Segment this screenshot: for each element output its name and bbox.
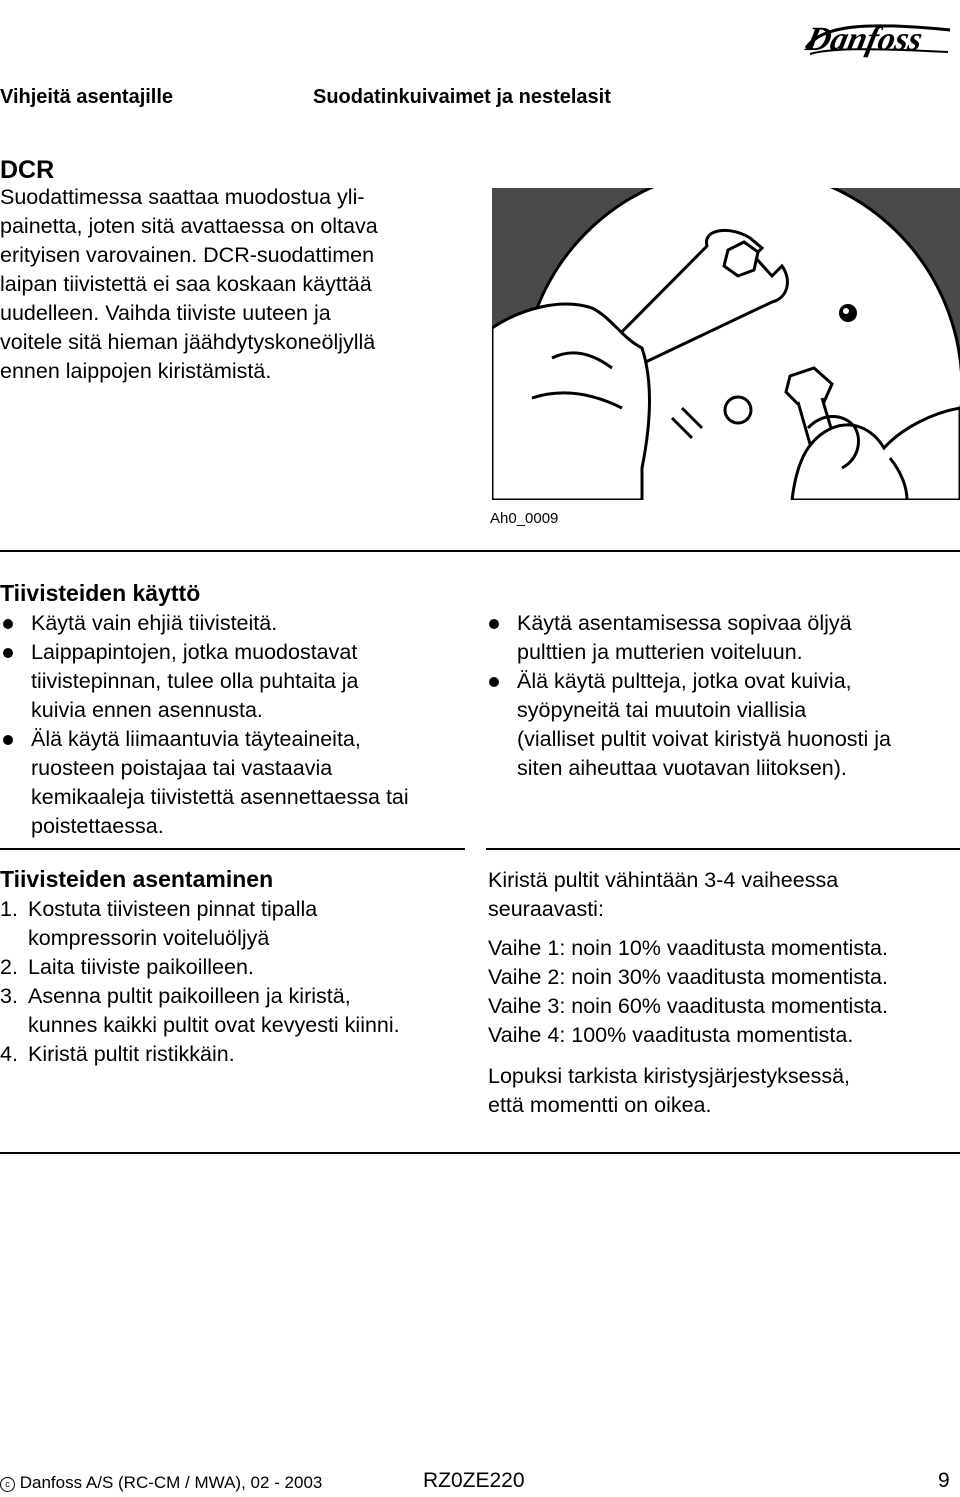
copyright-icon: c [0, 1477, 15, 1492]
list-item: 2. Laita tiiviste paikoilleen. [0, 955, 254, 979]
phase-line: Vaihe 2: noin 30% vaaditusta momentista. [488, 965, 888, 989]
figure-caption: Ah0_0009 [490, 510, 559, 527]
text-line: uudelleen. Vaihda tiiviste uuteen ja [0, 301, 331, 325]
svg-text:Danfoss: Danfoss [802, 20, 926, 58]
tightening-phases [488, 934, 960, 1050]
gaskets-install-title: Tiivisteiden asentaminen [0, 866, 274, 892]
install-steps-list [0, 895, 470, 1069]
list-item: Älä käytä pultteja, jotka ovat kuivia, syöpyneitä tai muutoin viallisia (vialliset pultit voivat kiristyä huonosti ja siten aiheuttaa vuotavan liitoksen). [486, 667, 960, 783]
phase-line: Vaihe 3: noin 60% vaaditusta momentista. [488, 994, 888, 1018]
footer-copyright: c Danfoss A/S (RC-CM / MWA), 02 - 2003 [0, 1473, 322, 1493]
gaskets-use-left-list [0, 609, 470, 841]
dcr-title: DCR [0, 156, 55, 184]
bullet-icon [489, 619, 499, 629]
text-line: Suodattimessa saattaa muodostua yli- [0, 185, 365, 209]
text-line: voitele sitä hieman jäähdytyskoneöljyllä [0, 330, 376, 354]
footer-doc-code: RZ0ZE220 [423, 1469, 525, 1492]
dcr-paragraph [0, 183, 470, 386]
tightening-outro: Lopuksi tarkista kiristysjärjestyksessä, että momentti on oikea. [488, 1064, 851, 1117]
text-line: laipan tiivistettä ei saa koskaan käyttää [0, 272, 372, 296]
list-item: 3. Asenna pultit paikoilleen ja kiristä, kunnes kaikki pultit ovat kevyesti kiinni. [0, 984, 400, 1037]
section-divider [0, 550, 960, 552]
header-document-title: Suodatinkuivaimet ja nestelasit [313, 86, 611, 108]
text-line: ennen laippojen kiristämistä. [0, 359, 272, 383]
phase-line: Vaihe 4: 100% vaaditusta momentista. [488, 1023, 854, 1047]
tightening-intro: Kiristä pultit vähintään 3-4 vaiheessa seuraavasti: [488, 868, 839, 921]
page-number: 9 [938, 1469, 950, 1492]
phase-line: Vaihe 1: noin 10% vaaditusta momentista. [488, 936, 888, 960]
wrench-flange-illustration [492, 188, 960, 500]
header-section-label: Vihjeitä asentajille [0, 86, 174, 108]
text-line: painetta, joten sitä avattaessa on oltava [0, 214, 378, 238]
bullet-icon [3, 619, 13, 629]
bullet-icon [3, 648, 13, 658]
bullet-icon [489, 677, 499, 687]
section-divider [486, 848, 960, 850]
list-item: 4. Kiristä pultit ristikkäin. [0, 1042, 235, 1066]
list-item: Käytä asentamisessa sopivaa öljyä pulttien ja mutterien voiteluun. [486, 609, 960, 667]
text-line: erityisen varovainen. DCR-suodattimen [0, 243, 375, 267]
bullet-icon [3, 735, 13, 745]
list-item: Käytä vain ehjiä tiivisteitä. [0, 609, 470, 638]
gaskets-use-right-list [486, 609, 960, 783]
list-item: Älä käytä liimaantuvia täyteaineita, ruosteen poistajaa tai vastaavia kemikaaleja tiivistettä asennettaessa tai poistettaessa. [0, 725, 470, 841]
gaskets-use-title: Tiivisteiden käyttö [0, 580, 201, 606]
section-divider [0, 1152, 960, 1154]
list-item: Laippapintojen, jotka muodostavat tiivistepinnan, tulee olla puhtaita ja kuivia ennen asennusta. [0, 638, 470, 725]
danfoss-logo [800, 14, 954, 66]
section-divider [0, 848, 465, 850]
list-item: 1. Kostuta tiivisteen pinnat tipalla kompressorin voiteluöljyä [0, 897, 318, 950]
